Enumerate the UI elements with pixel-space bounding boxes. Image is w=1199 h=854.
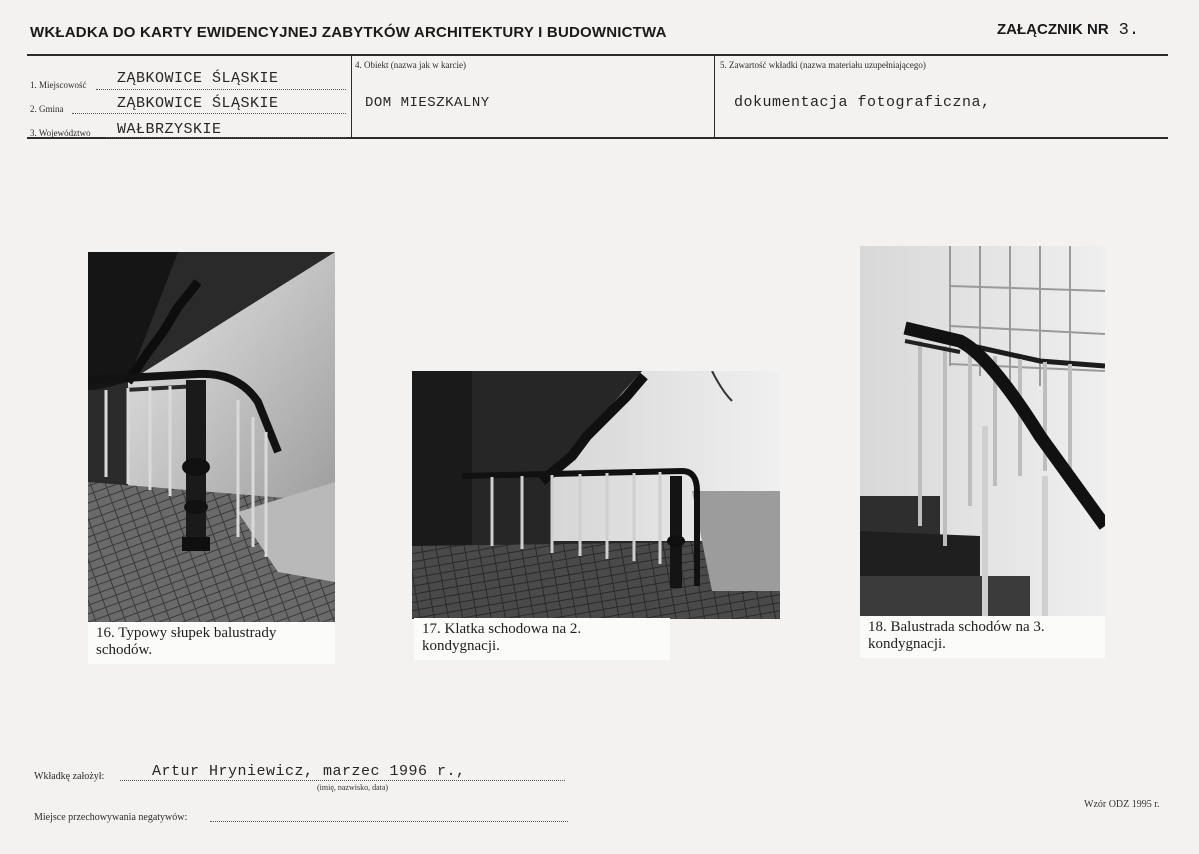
photo-18-balustrade-floor-3 [860,246,1105,616]
voivodeship-value: WAŁBRZYSKIE [117,121,222,138]
commune-value: ZĄBKOWICE ŚLĄSKIE [117,95,279,112]
photo-17-staircase-floor-2 [412,371,780,619]
voivodeship-label: 3. Województwo [30,128,91,138]
author-value: Artur Hryniewicz, marzec 1996 r., [152,763,466,780]
place-label: 1. Miejscowość [30,80,87,90]
caption-photo-16: 16. Typowy słupek balustrady schodów. [88,622,335,664]
form-top-rule [27,54,1168,56]
caption-photo-18: 18. Balustrada schodów na 3. kondygnacji. [860,616,1105,658]
place-value: ZĄBKOWICE ŚLĄSKIE [117,70,279,87]
content-value: dokumentacja fotograficzna, [734,94,991,111]
content-label: 5. Zawartość wkładki (nazwa materiału uzupełniającego) [720,60,926,70]
commune-label: 2. Gmina [30,104,64,114]
template-version: Wzór ODZ 1995 r. [1084,799,1160,810]
annex-number: 3. [1118,21,1140,40]
object-value: DOM MIESZKALNY [365,95,490,111]
place-dots [96,89,346,90]
storage-dots [210,821,568,822]
form-divider-2 [714,55,715,139]
commune-dots [72,113,346,114]
caption-photo-17: 17. Klatka schodowa na 2. kondygnacji. [414,618,670,660]
annex-label: ZAŁĄCZNIK NR [997,21,1109,38]
document-title: WKŁADKA DO KARTY EWIDENCYJNEJ ZABYTKÓW ARCHITEKTURY I BUDOWNICTWA [30,24,667,41]
object-label: 4. Obiekt (nazwa jak w karcie) [355,60,466,70]
author-dots [120,780,565,781]
form-divider-1 [351,55,352,139]
photo-16-balustrade-post [88,252,335,624]
storage-label: Miejsce przechowywania negatywów: [34,812,188,823]
annex-heading [997,21,1139,40]
author-label: Wkładkę założył: [34,771,105,782]
author-hint: (imię, nazwisko, data) [317,783,389,792]
